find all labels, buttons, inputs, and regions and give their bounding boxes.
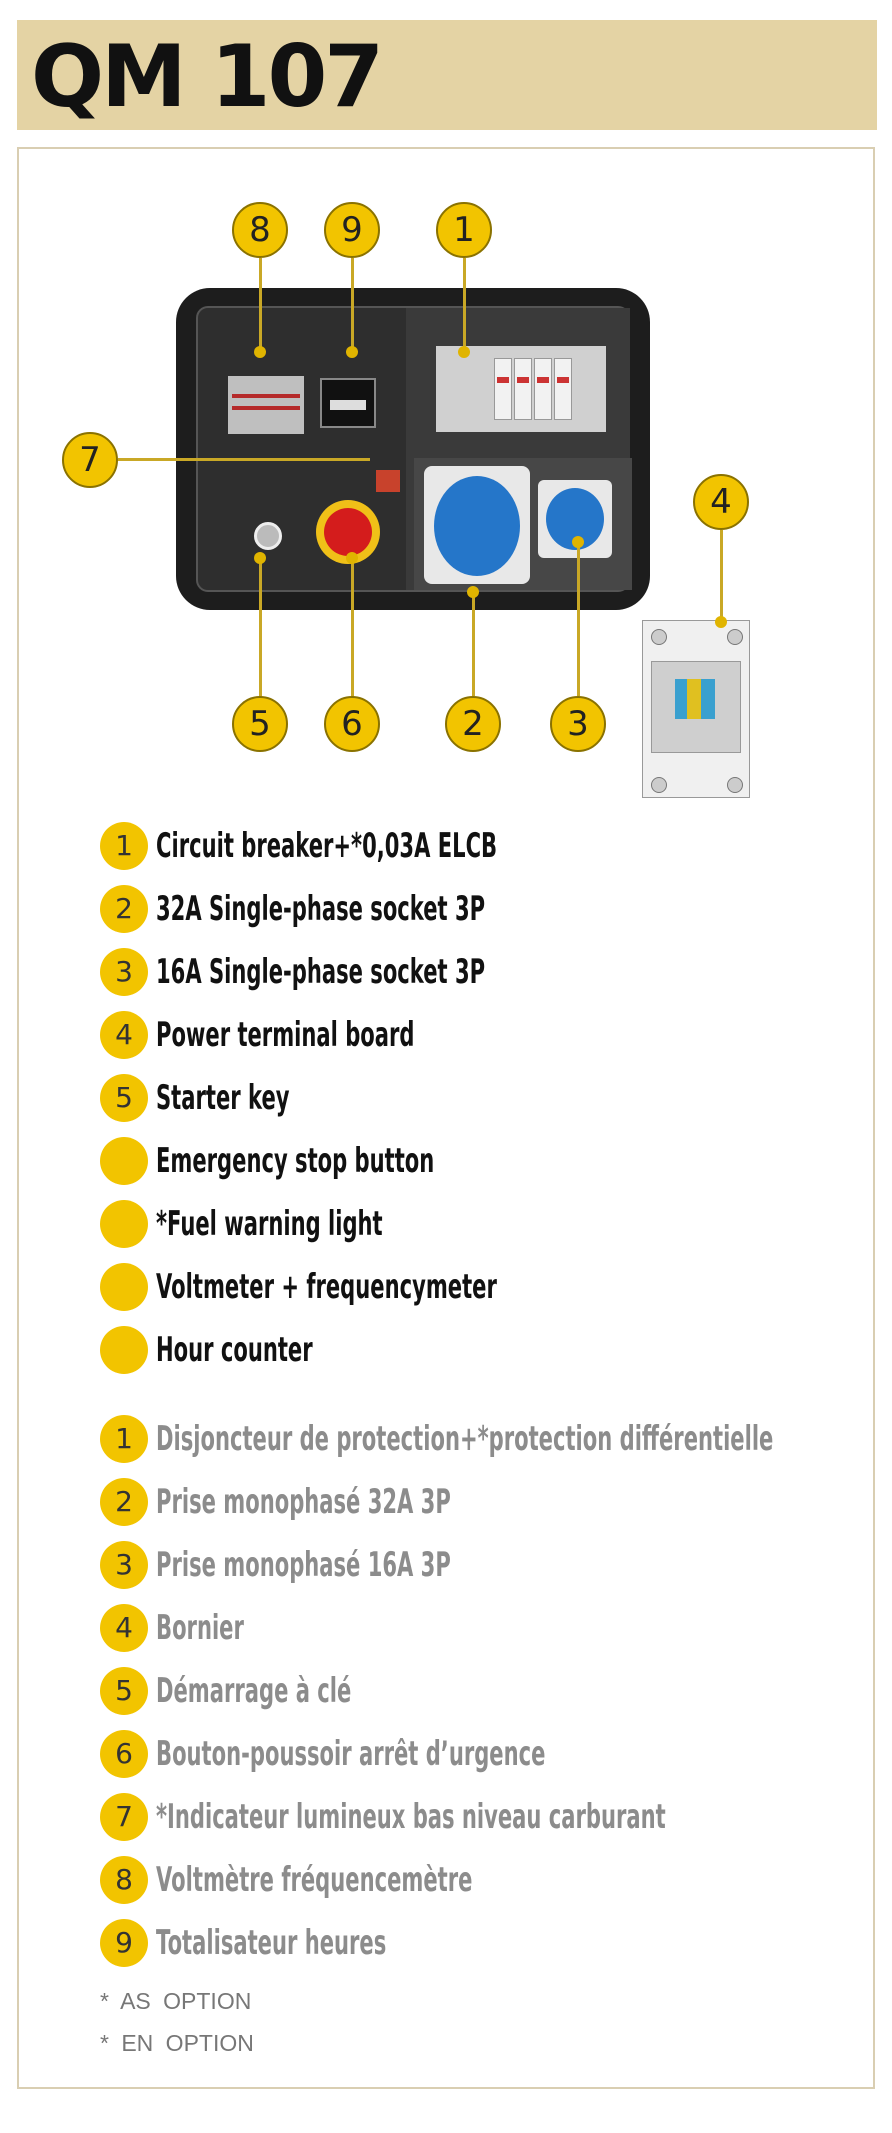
legend-text: 32A Single-phase socket 3P [156,889,486,929]
callout-3: 3 [550,696,606,752]
callout-4: 4 [693,474,749,530]
leader-line-1 [463,258,466,354]
legend-text: Bornier [156,1608,244,1648]
meter-scale [232,406,300,410]
terminal-block [687,679,701,719]
breaker-module [534,358,552,420]
legend-number-badge: 7 [100,1793,148,1841]
hour-counter [320,378,376,428]
legend-text: 16A Single-phase socket 3P [156,952,486,992]
legend-text: Prise monophasé 32A 3P [156,1482,451,1522]
leader-dot [572,536,584,548]
legend-number-badge [100,1263,148,1311]
legend-text: Voltmètre fréquencemètre [156,1860,473,1900]
leader-line-9 [351,258,354,354]
counter-display [330,400,366,410]
power-terminal-board-illustration [642,620,750,798]
legend-number-badge: 2 [100,885,148,933]
legend-number-badge: 5 [100,1074,148,1122]
legend-text: Power terminal board [156,1015,415,1055]
legend-text: Bouton-poussoir arrêt d’urgence [156,1734,546,1774]
circuit-breaker [436,346,606,432]
legend-text: Starter key [156,1078,290,1118]
leader-line-2 [472,592,475,696]
legend-text: Hour counter [156,1330,313,1370]
callout-5: 5 [232,696,288,752]
legend-number-badge: 3 [100,948,148,996]
legend-number-badge: 4 [100,1011,148,1059]
legend-number-badge: 6 [100,1730,148,1778]
header-banner [17,20,877,130]
legend-number-badge [100,1137,148,1185]
leader-dot [467,586,479,598]
meter-scale [232,394,300,398]
legend-text: Totalisateur heures [156,1923,387,1963]
legend-number-badge [100,1326,148,1374]
legend-text: Emergency stop button [156,1141,435,1181]
legend-number-badge [100,1200,148,1248]
leader-dot [254,552,266,564]
leader-line-8 [259,258,262,356]
fuel-warning-light [376,470,400,492]
legend-number-badge: 1 [100,1415,148,1463]
callout-7: 7 [62,432,118,488]
starter-key [254,522,282,550]
screw-icon [651,777,667,793]
leader-dot [254,346,266,358]
callout-6: 6 [324,696,380,752]
option-note-fr: * EN OPTION [100,2030,254,2056]
leader-dot [715,616,727,628]
option-note-en: * AS OPTION [100,1988,252,2014]
leader-dot [346,346,358,358]
legend-number-badge: 5 [100,1667,148,1715]
leader-dot [346,552,358,564]
screw-icon [727,777,743,793]
breaker-module [554,358,572,420]
legend-number-badge: 1 [100,822,148,870]
legend-number-badge: 8 [100,1856,148,1904]
legend-number-badge: 2 [100,1478,148,1526]
leader-line-3 [577,542,580,696]
legend-text: Disjoncteur de protection+*protection différentielle [156,1419,774,1459]
legend-text: Démarrage à clé [156,1671,352,1711]
legend-number-badge: 9 [100,1919,148,1967]
leader-dot [458,346,470,358]
leader-line-5 [259,558,262,698]
voltmeter-frequencymeter [228,376,304,434]
callout-2: 2 [445,696,501,752]
legend-text: Circuit breaker+*0,03A ELCB [156,826,498,866]
legend-text: Prise monophasé 16A 3P [156,1545,451,1585]
leader-line-4 [720,530,723,622]
breaker-module [514,358,532,420]
socket-32a [424,466,530,584]
screw-icon [651,629,667,645]
legend-number-badge: 3 [100,1541,148,1589]
leader-line-6 [351,558,354,698]
leader-line-7 [118,458,370,461]
breaker-module [494,358,512,420]
legend-number-badge: 4 [100,1604,148,1652]
page-title: QM 107 [31,27,382,127]
callout-8: 8 [232,202,288,258]
callout-9: 9 [324,202,380,258]
callout-1: 1 [436,202,492,258]
legend-text: Voltmeter + frequencymeter [156,1267,497,1307]
legend-text: *Indicateur lumineux bas niveau carburant [156,1797,666,1837]
screw-icon [727,629,743,645]
legend-text: *Fuel warning light [156,1204,383,1244]
